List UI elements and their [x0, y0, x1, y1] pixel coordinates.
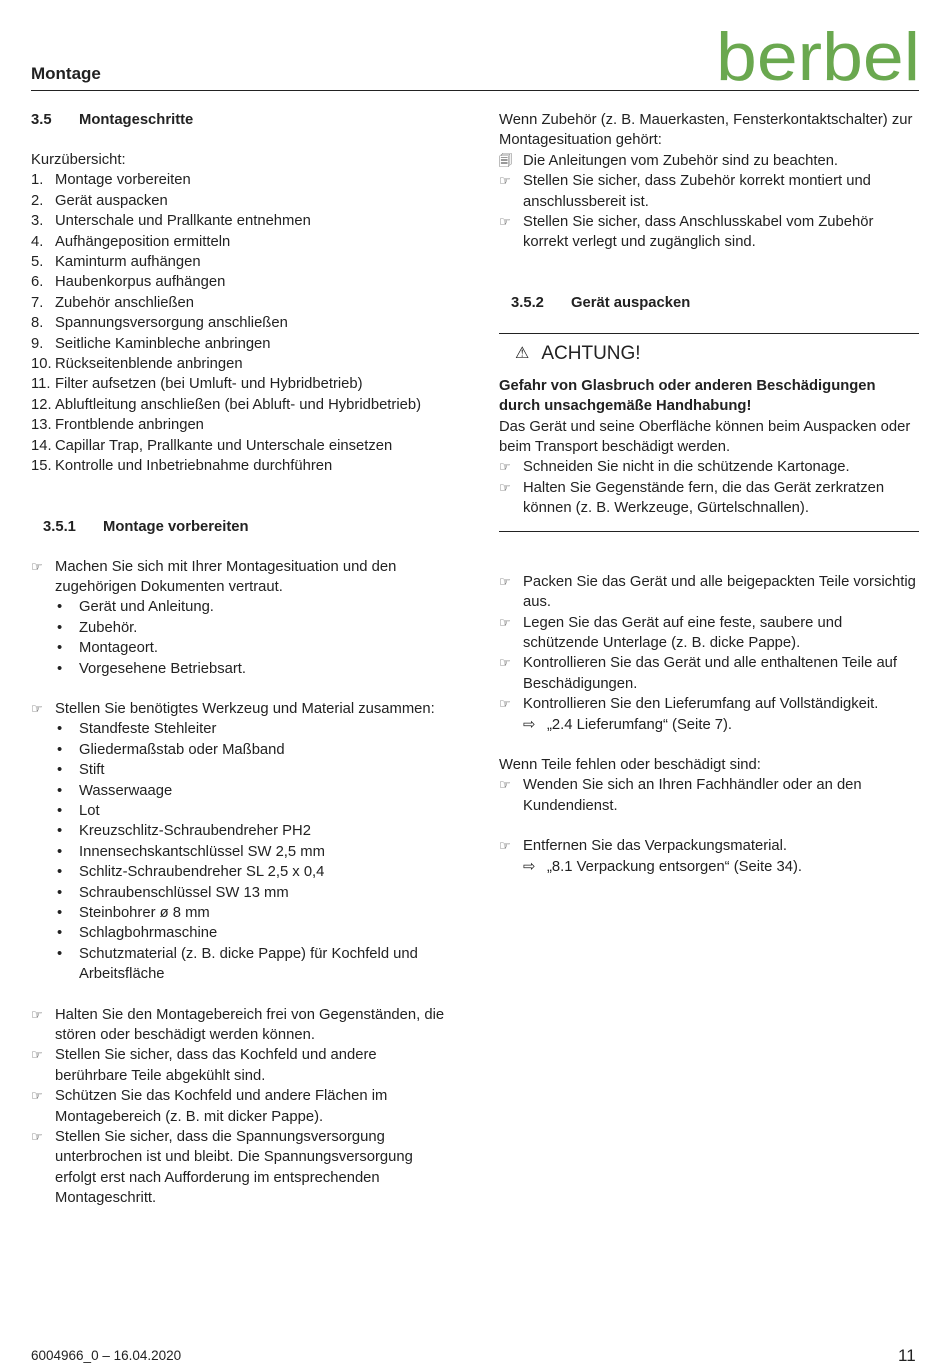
- pointing-hand-icon: ☞: [499, 838, 511, 854]
- item-text: Haubenkorpus aufhängen: [55, 274, 226, 291]
- list-item: • Innensechskantschlüssel SW 2,5 mm: [31, 842, 451, 862]
- list-item: [31, 170, 451, 190]
- page-header-title: Montage: [31, 64, 101, 83]
- list-item: [31, 456, 451, 476]
- item-text: Gerät auspacken: [55, 192, 168, 209]
- right-column: [499, 110, 919, 877]
- list-item: ☞ Halten Sie den Montagebereich frei von Gegenständen, die stören oder beschädigt werden können.: [31, 1006, 445, 1044]
- item-number: 3.: [31, 213, 44, 230]
- list-item: ☞ Stellen Sie sicher, dass Anschlusskabel vom Zubehör korrekt verlegt und zugänglich sind.: [499, 214, 874, 251]
- list-item: ☞ Machen Sie sich mit Ihrer Montagesituation und den zugehörigen Dokumenten vertraut.: [31, 558, 397, 595]
- pointing-hand-icon: ☞: [31, 1006, 43, 1022]
- section-number: 3.5.1: [43, 518, 76, 535]
- list-item: • Montageort.: [31, 638, 451, 658]
- item-number: 12.: [31, 396, 52, 413]
- list-item: [31, 313, 451, 333]
- footer-page-number: 11: [898, 1346, 916, 1365]
- list-item: ☞ Wenden Sie sich an Ihren Fachhändler oder an den Kundendienst.: [499, 777, 862, 814]
- section-3-5-2-heading: [499, 293, 919, 313]
- warning-triangle-icon: ⚠: [515, 344, 530, 362]
- list-item: • Schutzmaterial (z. B. dicke Pappe) für Kochfeld und Arbeitsfläche: [31, 944, 451, 985]
- list-item: • Stift: [31, 760, 451, 780]
- pointing-hand-icon: ☞: [499, 614, 511, 630]
- pointing-hand-icon: ☞: [499, 214, 511, 230]
- list-item: [31, 272, 451, 292]
- list-item: • Gliedermaßstab oder Maßband: [31, 740, 451, 760]
- list-item: [31, 374, 451, 394]
- list-item: • Standfeste Stehleiter: [31, 719, 451, 739]
- pointing-hand-icon: ☞: [499, 573, 511, 589]
- list-item: ☞ Stellen Sie benötigtes Werkzeug und Material zusammen:: [31, 699, 451, 719]
- list-item: ☞ Stellen Sie sicher, dass Zubehör korrekt montiert und anschlussbereit ist.: [499, 173, 871, 210]
- list-item: [31, 334, 451, 354]
- arrow-right-icon: ⇨: [523, 716, 536, 733]
- item-text: Montage vorbereiten: [55, 172, 191, 189]
- list-item: • Schlitz-Schraubendreher SL 2,5 x 0,4: [31, 862, 451, 882]
- list-item: [31, 293, 451, 313]
- header-divider: [31, 90, 919, 91]
- item-number: 1.: [31, 172, 44, 189]
- pointing-hand-icon: ☞: [499, 777, 511, 793]
- item-number: 15.: [31, 458, 52, 475]
- pointing-hand-icon: ☞: [499, 696, 511, 712]
- warning-box: [499, 333, 919, 532]
- document-bullet-list: [31, 597, 451, 679]
- list-item: • Zubehör.: [31, 618, 451, 638]
- section-number: 3.5: [31, 112, 52, 128]
- item-text: Abluftleitung anschließen (bei Abluft- und Hybridbetrieb): [55, 396, 422, 413]
- item-number: 5.: [31, 254, 44, 271]
- section-3-5-1-heading: [31, 517, 451, 537]
- list-item: [31, 211, 451, 231]
- pointing-hand-icon: ☞: [31, 1129, 43, 1145]
- list-item: ☞ Kontrollieren Sie das Gerät und alle enthaltenen Teile auf Beschädigungen.: [499, 655, 898, 692]
- list-item: ☞ Entfernen Sie das Verpackungsmaterial.: [499, 836, 919, 856]
- tools-bullet-list: [31, 719, 451, 984]
- accessory-intro: Wenn Zubehör (z. B. Mauerkasten, Fensterkontaktschalter) zur Montagesituation gehört:: [499, 112, 913, 149]
- item-text: Aufhängeposition ermitteln: [55, 233, 231, 250]
- overview-list: [31, 170, 451, 476]
- item-text: Capillar Trap, Prallkante und Unterschale einsetzen: [55, 437, 393, 454]
- list-item: ☞ Schützen Sie das Kochfeld und andere Flächen im Montagebereich (z. B. mit dicker Pappe).: [31, 1088, 388, 1125]
- pointing-hand-icon: ☞: [499, 173, 511, 189]
- list-item: • Steinbohrer ø 8 mm: [31, 903, 451, 923]
- list-item: [31, 232, 451, 252]
- item-number: 13.: [31, 417, 52, 434]
- item-number: 6.: [31, 274, 44, 291]
- packaging-step: [499, 836, 919, 856]
- item-number: 10.: [31, 356, 52, 373]
- pointing-hand-icon: ☞: [31, 558, 43, 574]
- section-title: Montage vorbereiten: [103, 518, 249, 535]
- list-item: 🗐 Die Anleitungen vom Zubehör sind zu beachten.: [499, 151, 919, 171]
- reference-link[interactable]: ⇨ „2.4 Lieferumfang“ (Seite 7).: [499, 715, 919, 735]
- item-number: 8.: [31, 315, 44, 332]
- overview-intro: Kurzübersicht:: [31, 152, 126, 168]
- list-item: [31, 395, 451, 415]
- item-text: Filter aufsetzen (bei Umluft- und Hybridbetrieb): [55, 376, 363, 393]
- missing-parts-step: [499, 775, 919, 816]
- list-item: • Lot: [31, 801, 451, 821]
- document-icon: 🗐: [499, 152, 512, 168]
- reference-link[interactable]: ⇨ „8.1 Verpackung entsorgen“ (Seite 34).: [499, 857, 919, 877]
- list-item: ☞ Schneiden Sie nicht in die schützende Kartonage.: [499, 457, 919, 477]
- missing-parts-intro: Wenn Teile fehlen oder beschädigt sind:: [499, 756, 761, 773]
- list-item: ☞ Halten Sie Gegenstände fern, die das Gerät zerkratzen können (z. B. Werkzeuge, Gürtelschnallen).: [499, 479, 885, 517]
- item-number: 14.: [31, 437, 52, 454]
- pointing-hand-icon: ☞: [499, 459, 511, 475]
- pointing-hand-icon: ☞: [499, 655, 511, 671]
- item-text: Zubehör anschließen: [55, 294, 195, 311]
- list-item: [31, 252, 451, 272]
- warning-text: Das Gerät und seine Oberfläche können beim Auspacken oder beim Transport beschädigt werden.: [499, 418, 911, 456]
- footer-document-id: 6004966_0 – 16.04.2020: [31, 1348, 182, 1363]
- arrow-right-icon: ⇨: [523, 858, 536, 875]
- berbel-logo: [716, 24, 920, 84]
- item-text: Kontrolle und Inbetriebnahme durchführen: [55, 458, 333, 475]
- list-item: ☞ Stellen Sie sicher, dass das Kochfeld und andere berührbare Teile abgekühlt sind.: [31, 1047, 377, 1084]
- item-text: Rückseitenblende anbringen: [55, 356, 243, 373]
- list-item: [31, 415, 451, 435]
- warning-headline: Gefahr von Glasbruch oder anderen Beschädigungen durch unsachgemäße Handhabung!: [499, 377, 876, 415]
- pointing-hand-icon: ☞: [31, 1047, 43, 1063]
- section-3-5-heading: [31, 110, 451, 130]
- section-title: Gerät auspacken: [571, 294, 691, 311]
- pointing-hand-icon: ☞: [31, 700, 43, 716]
- list-item: • Vorgesehene Betriebsart.: [31, 659, 451, 679]
- list-item: [31, 354, 451, 374]
- prep-step-list: [31, 557, 451, 598]
- pointing-hand-icon: ☞: [31, 1088, 43, 1104]
- list-item: • Wasserwaage: [31, 781, 451, 801]
- item-text: Seitliche Kaminbleche anbringen: [55, 335, 271, 352]
- section-number: 3.5.2: [511, 294, 544, 311]
- list-item: [31, 191, 451, 211]
- list-item: ☞ Stellen Sie sicher, dass die Spannungsversorgung unterbrochen ist und bleibt. Die Spannungsversorgung erfolgt erst nach Aufforderung im entsprechenden Montageschritt.: [31, 1129, 413, 1207]
- warning-step-list: [499, 457, 919, 518]
- pointing-hand-icon: ☞: [499, 479, 511, 495]
- list-item: ☞ Packen Sie das Gerät und alle beigepackten Teile vorsichtig aus.: [499, 573, 916, 611]
- section-title: Montageschritte: [79, 112, 194, 128]
- item-number: 11.: [31, 376, 51, 393]
- left-column: [31, 110, 451, 1209]
- accessory-doc-note: [499, 151, 919, 171]
- item-text: Unterschale und Prallkante entnehmen: [55, 213, 311, 230]
- list-item: • Kreuzschlitz-Schraubendreher PH2: [31, 821, 451, 841]
- list-item: ☞ Legen Sie das Gerät auf eine feste, saubere und schützende Unterlage (z. B. dicke Pappe).: [499, 614, 843, 651]
- item-number: 4.: [31, 233, 44, 250]
- warning-title: ⚠ ACHTUNG!: [499, 340, 919, 368]
- accessory-step-list: [499, 171, 919, 253]
- list-item: • Schraubenschlüssel SW 13 mm: [31, 883, 451, 903]
- item-text: Spannungsversorgung anschließen: [55, 315, 288, 332]
- logo-text: berbel: [716, 24, 920, 84]
- tools-step-list: [31, 699, 451, 719]
- list-item: • Gerät und Anleitung.: [31, 597, 451, 617]
- item-number: 9.: [31, 335, 44, 352]
- unpack-step-list: [499, 572, 919, 715]
- safety-step-list: [31, 1005, 451, 1209]
- list-item: ☞ Kontrollieren Sie den Lieferumfang auf Vollständigkeit.: [499, 694, 919, 714]
- item-number: 2.: [31, 192, 44, 209]
- list-item: • Schlagbohrmaschine: [31, 923, 451, 943]
- item-text: Kaminturm aufhängen: [55, 254, 201, 271]
- list-item: [31, 436, 451, 456]
- item-number: 7.: [31, 294, 44, 311]
- item-text: Frontblende anbringen: [55, 417, 204, 434]
